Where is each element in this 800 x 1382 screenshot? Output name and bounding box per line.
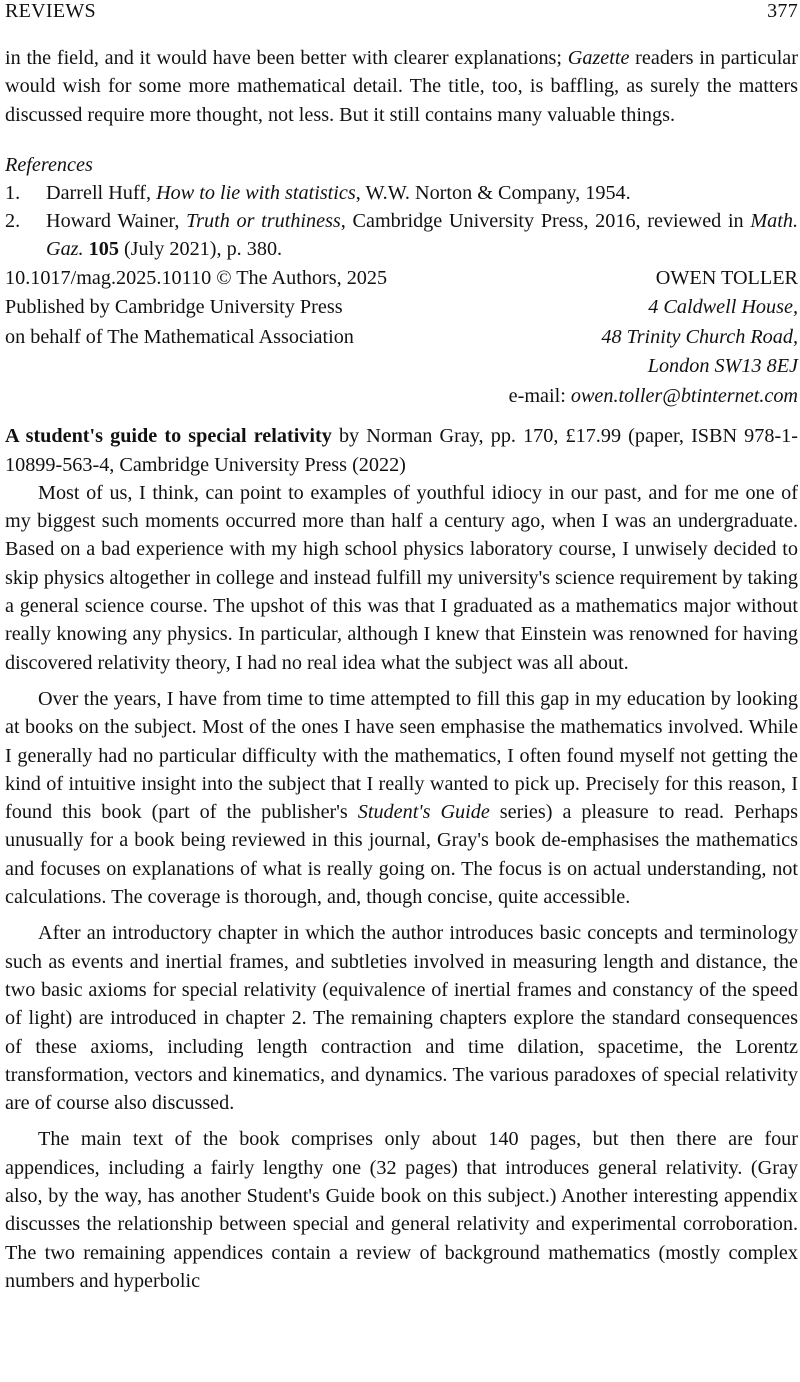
address-line: 48 Trinity Church Road, <box>601 325 798 348</box>
book-title: A student's guide to special relativity <box>5 425 332 448</box>
reviewer-email: e-mail: owen.toller@btinternet.com <box>508 384 798 407</box>
address-line: 4 Caldwell House, <box>648 296 798 319</box>
references-heading: References <box>5 153 93 176</box>
review-paragraph: The main text of the book comprises only about 140 pages, but then there are four appendices, including a fairly lengthy one (32 pages) that introduces general relativity. (Gray also, by the way, has another Student's Guide book on this subject.) Another interesting appendix discusses the relationship between special and general relativity and experimental corroboration. The two remaining appendices contain a review of background mathematics (mostly complex numbers and hyperbolic <box>5 1128 798 1292</box>
publisher-line: Published by Cambridge University Press <box>5 296 343 319</box>
previous-review-conclusion: in the field, and it would have been better with clearer explanations; Gazette readers in particular would wish for some more mathematical detail. The title, too, is baffling, as surely the matters discussed require more thought, not less. But it still contains many valuable things. <box>5 47 798 126</box>
review-paragraph: Over the years, I have from time to time attempted to fill this gap in my education by looking at books on the subject. Most of the ones I have seen emphasise the mathematics involved. While I generally had no particular difficulty with the mathematics, I often found myself not getting the kind of intuitive insight into the subject that I really wanted to pick up. Precisely for this reason, I found this book (part of the publisher's Student's Guide series) a pleasure to read. Perhaps unusually for a book being reviewed in this journal, Gray's book de-emphasises the mathematics and focuses on explanations of what is really going on. The focus is on actual understanding, not calculations. The coverage is thorough, and, though concise, quite accessible. <box>5 687 798 909</box>
reviewer-signature <box>5 264 798 412</box>
journal-page <box>5 0 798 1295</box>
reviewer-name: OWEN TOLLER <box>655 266 798 289</box>
section-title: REVIEWS <box>5 0 96 22</box>
reference-item: 1. Darrell Huff, How to lie with statistics, W.W. Norton & Company, 1954. <box>5 181 631 204</box>
review-paragraph: Most of us, I think, can point to examples of youthful idiocy in our past, and for me one of my biggest such moments occurred more than half a century ago, when I was an undergraduate. Based on a bad experience with my high school physics laboratory course, I unwisely decided to skip physics altogether in college and instead fulfill my university's science requirement by taking a general science course. The upshot of this was that I graduated as a mathematics major without really knowing any physics. In particular, although I knew that Einstein was renowned for having discovered relativity theory, I had no real idea what the subject was all about. <box>5 481 798 674</box>
doi-copyright: 10.1017/mag.2025.10110 © The Authors, 2025 <box>5 266 388 289</box>
book-citation: A student's guide to special relativity by Norman Gray, pp. 170, £17.99 (paper, ISBN 978-1-10899-563-4, Cambridge University Press (2022) <box>5 425 798 476</box>
page-number: 377 <box>767 0 798 22</box>
association-line: on behalf of The Mathematical Association <box>5 325 354 348</box>
review-paragraph: After an introductory chapter in which the author introduces basic concepts and terminology such as events and inertial frames, and subtleties involved in measuring length and distance, the two basic axioms for special relativity (equivalence of inertial frames and constancy of the speed of light) are introduced in chapter 2. The remaining chapters explore the standard consequences of these axioms, including length contraction and time dilation, spacetime, the Lorentz transformation, vectors and kinematics, and dynamics. The various paradoxes of special relativity are of course also discussed. <box>5 922 798 1115</box>
address-line: London SW13 8EJ <box>647 355 798 378</box>
reference-item: 2. Howard Wainer, Truth or truthiness, Cambridge University Press, 2016, reviewed in Math. Gaz. 105 (July 2021), p. 380. <box>5 210 799 261</box>
running-header <box>5 0 798 24</box>
